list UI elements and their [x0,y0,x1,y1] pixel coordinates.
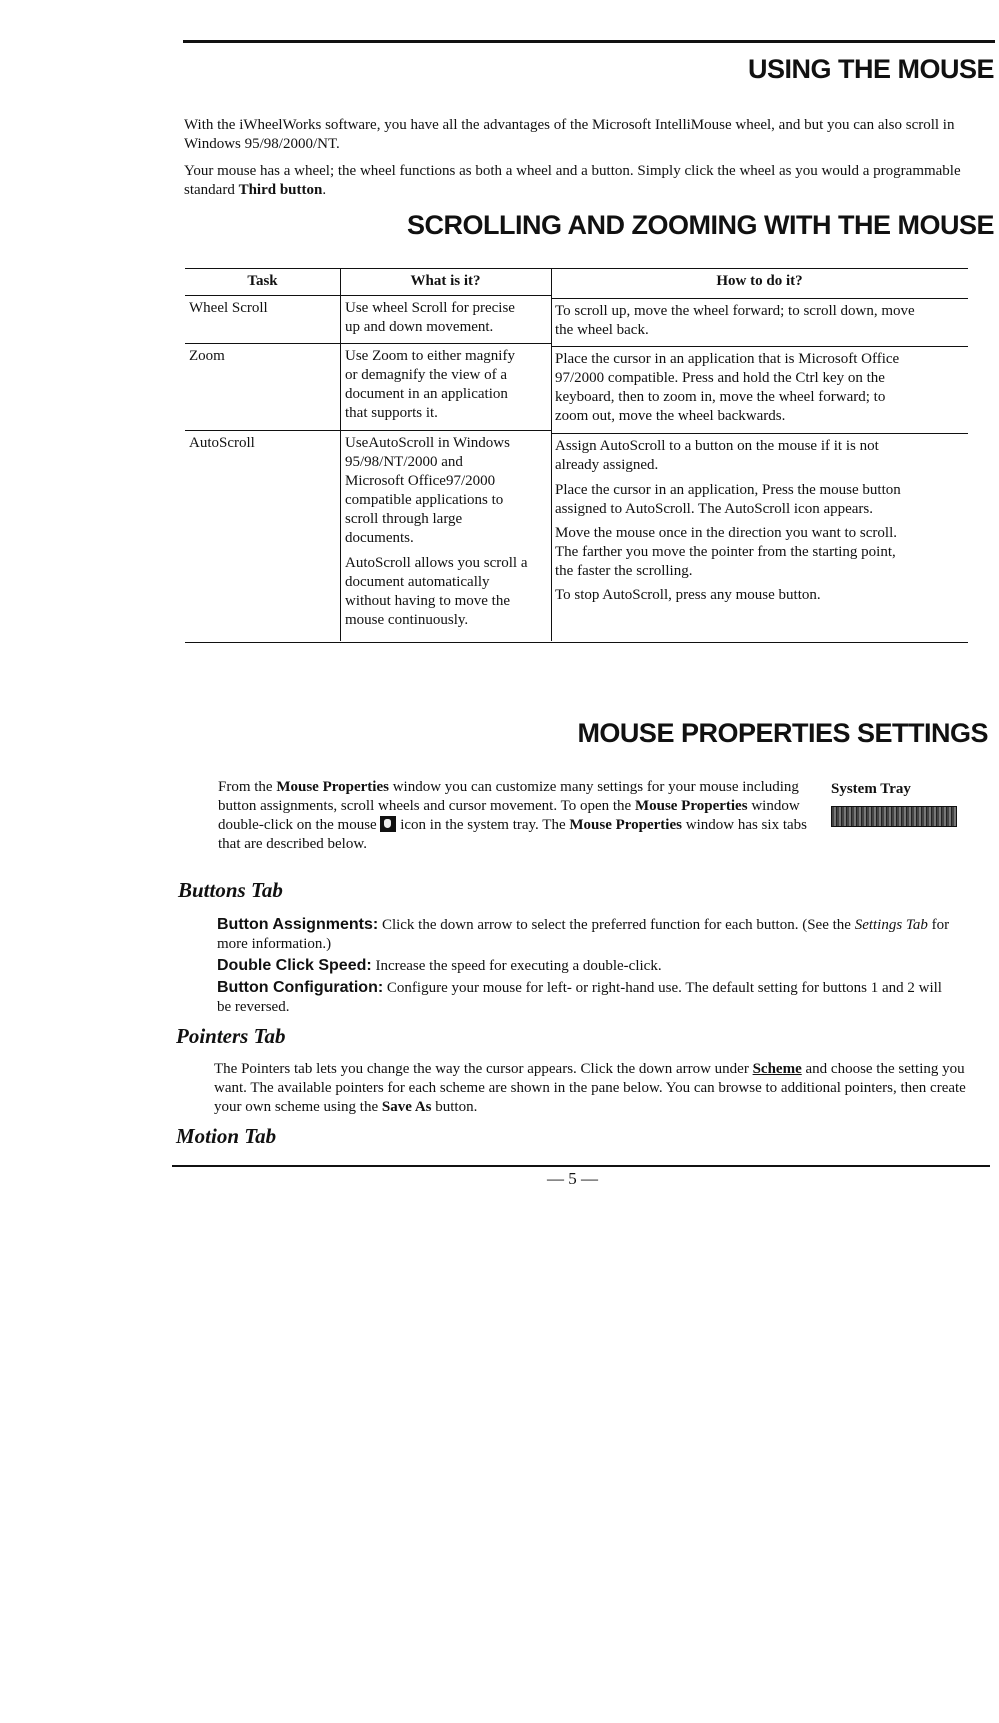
row-rule [341,295,551,296]
heading-mouse-properties-settings: MOUSE PROPERTIES SETTINGS [577,718,988,748]
column-header-how: How to do it? [716,273,803,289]
cell-line: document automatically [345,574,490,590]
heading-using-the-mouse: USING THE MOUSE [747,54,994,84]
text: window you can customize many settings for your mouse including button assignments, scroll wheels and cursor movement. To open the [218,779,799,814]
row-rule [341,430,551,431]
cell-line: or demagnify the view of a [345,367,508,383]
row-rule [552,298,968,299]
third-button-term: Third button [238,182,323,198]
table-top-rule [185,268,968,269]
cell-line: To scroll up, move the wheel forward; to scroll down, move [555,303,915,319]
double-click-speed-item [217,956,957,976]
cell-line: UseAutoScroll in Windows [345,435,510,451]
top-rule [183,40,995,43]
cell-what-autoscroll [345,434,527,630]
text: From the [218,779,277,795]
buttons-tab-heading: Buttons Tab [178,878,283,902]
row-rule [185,430,340,431]
row-rule [552,433,968,434]
button-configuration-item [217,978,957,1017]
cell-line: the faster the scrolling. [555,563,693,579]
cell-how-autoscroll [555,437,901,605]
column-divider [551,268,552,641]
text: Increase the speed for executing a double-click. [371,958,662,974]
text: The Pointers tab lets you change the way the cursor appears. Click the down arrow under [214,1061,753,1077]
cell-line: To stop AutoScroll, press any mouse button. [555,587,821,603]
text: icon in the system tray. The [396,817,570,833]
page-number: — 5 — [547,1169,598,1188]
cell-what-wheel-scroll [345,299,515,337]
cell-task-wheel-scroll: Wheel Scroll [189,300,268,316]
cell-line: documents. [345,530,414,546]
cell-line: without having to move the [345,593,510,609]
system-tray-image [831,806,957,827]
cell-how-wheel-scroll [555,302,915,340]
pointers-paragraph [214,1060,974,1117]
cell-line: document in an application [345,386,508,402]
cell-what-zoom [345,347,515,423]
button-assignments-item [217,915,957,954]
cell-line: Place the cursor in an application that is Microsoft Office [555,351,900,367]
text: Click the down arrow to select the preferred function for each button. (See the [378,917,855,933]
cell-line: assigned to AutoScroll. The AutoScroll icon appears. [555,501,874,517]
system-tray-label: System Tray [831,781,911,797]
settings-tab-reference: Settings Tab [854,917,928,933]
cell-line: Assign AutoScroll to a button on the mouse if it is not [555,438,879,454]
text: for more information.) [217,917,950,952]
scheme-term: Scheme [752,1061,802,1077]
cell-line: Microsoft Office97/2000 [345,473,496,489]
cell-line: mouse continuously. [345,612,469,628]
cell-line: keyboard, then to zoom in, move the wheel forward; to [555,389,886,405]
cell-line: Use Zoom to either magnify [345,348,515,364]
text: window has six tabs that are described below. [218,817,807,852]
column-header-what: What is it? [410,273,481,289]
pointers-tab-heading: Pointers Tab [176,1024,286,1048]
cell-line: up and down movement. [345,319,494,335]
heading-scrolling-zooming: SCROLLING AND ZOOMING WITH THE MOUSE [407,210,994,240]
term: Mouse Properties [276,779,389,795]
cell-line: 95/98/NT/2000 and [345,454,463,470]
intro-paragraph-1: With the iWheelWorks software, you have all the advantages of the Microsoft IntelliMouse wheel, and but you can also scroll in Windows 95/98/2000/NT. [184,117,955,152]
row-rule [185,343,340,344]
intro-text: Your mouse has a wheel; the wheel functions as both a wheel and a button. Simply click the wheel as you would a programmable standard [184,163,961,198]
motion-tab-heading: Motion Tab [176,1124,277,1148]
term: Button Configuration: [217,979,384,996]
mouse-tray-icon [380,816,396,832]
cell-line: the wheel back. [555,322,649,338]
text: button. [431,1099,478,1115]
table-bottom-rule [185,642,968,643]
cell-line: Use wheel Scroll for precise [345,300,515,316]
column-divider [340,268,341,641]
row-rule [185,295,340,296]
cell-line: compatible applications to [345,492,504,508]
cell-how-zoom [555,350,899,426]
term: Double Click Speed: [217,957,372,974]
cell-line: that supports it. [345,405,438,421]
cell-line: Move the mouse once in the direction you want to scroll. [555,525,898,541]
text: and choose the setting you want. The available pointers for each scheme are shown in the pane below. You can browse to additional pointers, then create your own scheme using the [214,1061,966,1115]
row-rule [341,343,551,344]
intro-text: . [322,182,327,198]
save-as-term: Save As [381,1099,432,1115]
cell-line: Place the cursor in an application, Press the mouse button [555,482,901,498]
cell-line: AutoScroll allows you scroll a [345,555,528,571]
cell-line: already assigned. [555,457,659,473]
cell-line: scroll through large [345,511,463,527]
text: window double-click on the mouse [218,798,800,833]
term: Button Assignments: [217,916,379,933]
bottom-rule [172,1165,990,1167]
text: Configure your mouse for left- or right-hand use. The default setting for buttons 1 and 2 will be reversed. [217,980,942,1015]
cell-line: The farther you move the pointer from the starting point, [555,544,896,560]
term: Mouse Properties [634,798,748,814]
properties-paragraph [218,778,808,854]
intro-paragraph-2 [184,162,974,200]
cell-line: zoom out, move the wheel backwards. [555,408,786,424]
cell-task-zoom: Zoom [189,348,225,364]
cell-task-autoscroll: AutoScroll [189,435,255,451]
column-header-task: Task [247,273,278,289]
term: Mouse Properties [569,817,682,833]
cell-line: 97/2000 compatible. Press and hold the Ctrl key on the [555,370,885,386]
row-rule [552,346,968,347]
